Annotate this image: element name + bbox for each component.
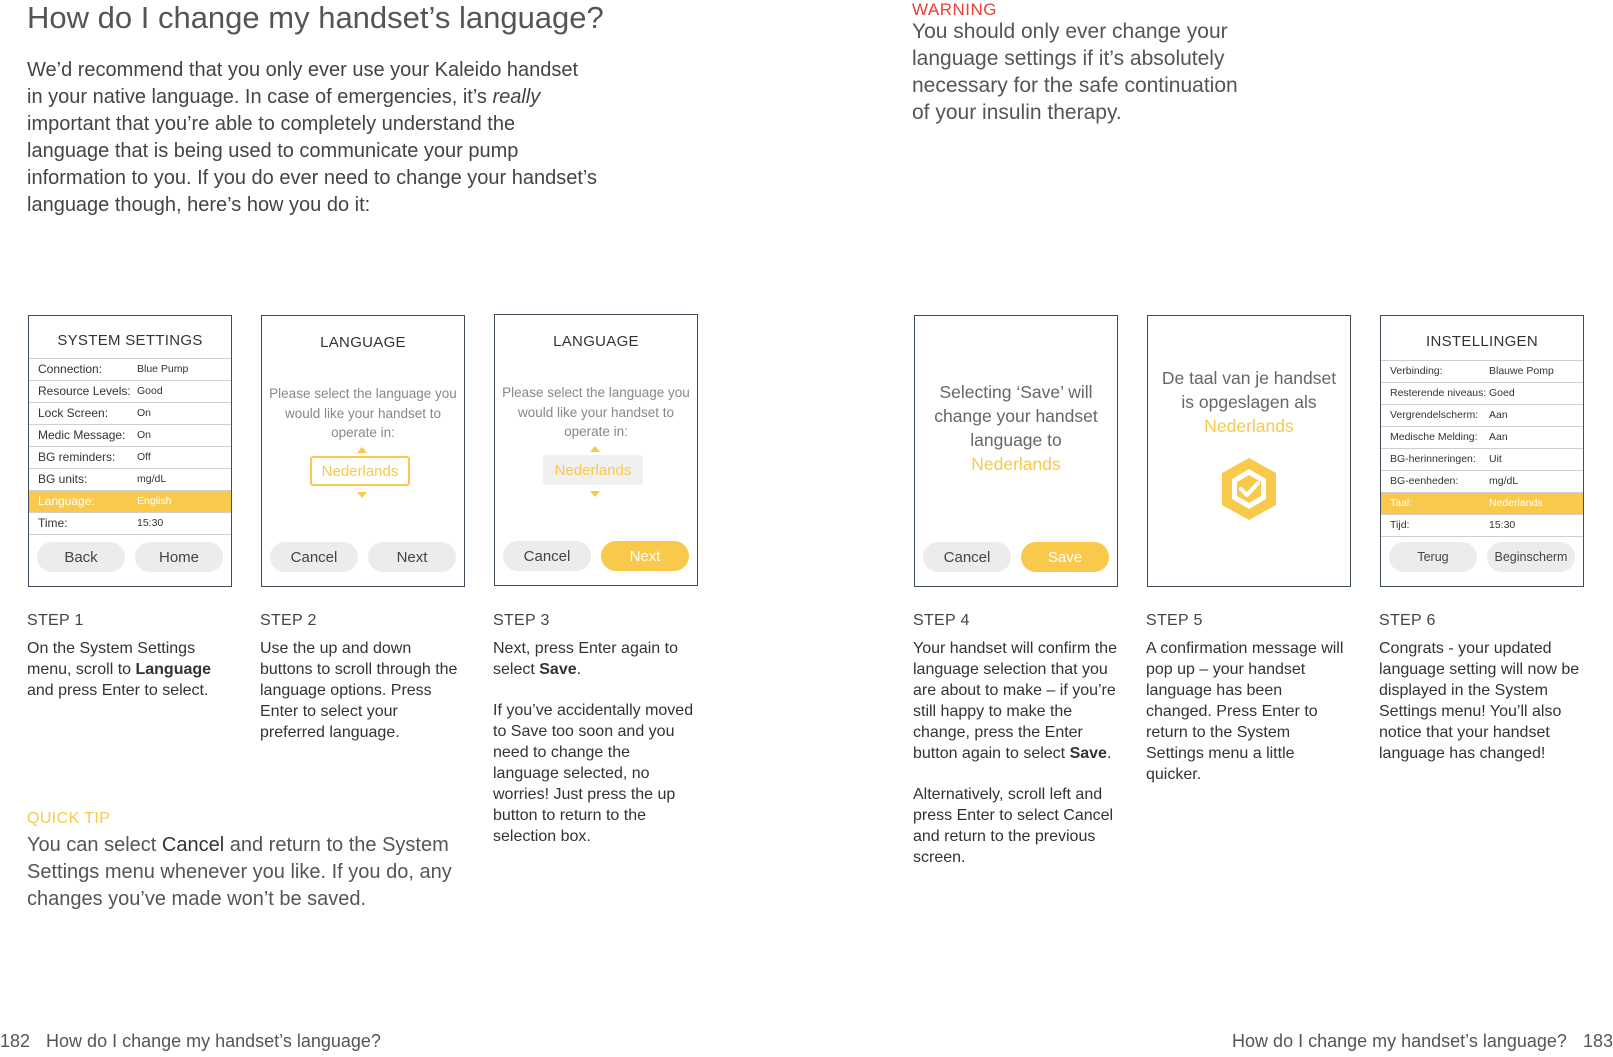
- back-button: Terug: [1389, 542, 1477, 572]
- cancel-button: Cancel: [270, 542, 358, 572]
- step-text: Congrats - your updated language setting will now be displayed in the System Settings menu! You’ll also notice that your handset language has changed!: [1379, 640, 1580, 762]
- screen-instellingen: [1380, 315, 1584, 587]
- cancel-button: Cancel: [923, 542, 1011, 572]
- cancel-button: Cancel: [503, 541, 591, 571]
- next-button-highlighted: Next: [601, 541, 689, 571]
- screen-title: SYSTEM SETTINGS: [57, 332, 203, 349]
- saved-message: De taal van je handset is opgeslagen als Nederlands: [1161, 368, 1337, 436]
- screen-language-select: [261, 315, 465, 587]
- footer-right: [1232, 1031, 1613, 1052]
- settings-row: Medische Melding: Aan: [1381, 427, 1583, 449]
- arrow-up-icon: [357, 447, 367, 453]
- step-heading: STEP 1: [27, 612, 84, 629]
- language-selection-box: Nederlands: [310, 456, 410, 486]
- settings-row: Connection: Blue Pump: [29, 359, 231, 381]
- settings-row: Lock Screen: On: [29, 403, 231, 425]
- step-text: A confirmation message will pop up – your handset language has been changed. Press Enter to return to the System Settings menu a little quicker.: [1146, 640, 1344, 783]
- settings-row: Vergrendelscherm: Aan: [1381, 405, 1583, 427]
- step-heading: STEP 4: [913, 612, 970, 629]
- language-prompt: Please select the language you would like your handset to operate in:: [269, 386, 457, 440]
- step-text: On the System Settings menu, scroll to Language and press Enter to select.: [27, 640, 212, 699]
- settings-list: [29, 358, 231, 535]
- page-title: How do I change my handset’s language?: [27, 0, 604, 35]
- next-button: Next: [368, 542, 456, 572]
- settings-row-selected: Taal: Nederlands: [1381, 493, 1583, 515]
- arrow-down-icon: [357, 492, 367, 498]
- settings-list: [1381, 360, 1583, 537]
- arrow-down-icon: [590, 491, 600, 497]
- quick-tip-label: QUICK TIP: [27, 810, 111, 827]
- confirm-message: Selecting ‘Save’ will change your handset language to Nederlands: [934, 382, 1098, 474]
- check-shield-icon: [1219, 456, 1279, 522]
- step-heading: STEP 3: [493, 612, 550, 629]
- screen-system-settings: [28, 315, 232, 587]
- footer-title: How do I change my handset’s language?: [46, 1031, 381, 1051]
- warning-text: You should only ever change your language settings if it’s absolutely necessary for the safe continuation of your insulin therapy.: [912, 20, 1238, 124]
- footer-title: How do I change my handset’s language?: [1232, 1031, 1567, 1051]
- settings-row: BG-eenheden: mg/dL: [1381, 471, 1583, 493]
- footer-left: [0, 1031, 381, 1052]
- step-text: Use the up and down buttons to scroll through the language options. Press Enter to select your preferred language.: [260, 640, 458, 741]
- warning-label: WARNING: [912, 0, 998, 19]
- screen-language-next: [494, 314, 698, 586]
- settings-row: Time: 15:30: [29, 513, 231, 535]
- language-prompt: Please select the language you would like your handset to operate in:: [502, 385, 690, 439]
- screen-title: LANGUAGE: [320, 334, 406, 351]
- intro-paragraph: We’d recommend that you only ever use your Kaleido handset in your native language. In case of emergencies, it’s really important that you’re able to completely understand the language that is being used to communicate your pump information to you. If you do ever need to change your handset’s language though, here’s how you do it:: [27, 59, 597, 216]
- home-button: Beginscherm: [1487, 542, 1575, 572]
- screen-title: INSTELLINGEN: [1426, 333, 1538, 350]
- step-heading: STEP 6: [1379, 612, 1436, 629]
- home-button: Home: [135, 542, 223, 572]
- step-heading: STEP 5: [1146, 612, 1203, 629]
- screen-title: LANGUAGE: [553, 333, 639, 350]
- step-text: Your handset will confirm the language selection that you are about to make – if you’re still happy to make the change, press the Enter button again to select Save. Alternatively, scroll left and press Enter to select Cancel and return to the previous screen.: [913, 640, 1117, 866]
- screen-confirm-save: [914, 315, 1118, 587]
- screen-saved-confirmation: [1147, 315, 1351, 587]
- step-text: Next, press Enter again to select Save. If you’ve accidentally moved to Save too soon and you need to change the language selected, no worries! Just press the up button to return to the selection box.: [493, 640, 694, 845]
- settings-row: BG-herinneringen: Uit: [1381, 449, 1583, 471]
- settings-row: BG units: mg/dL: [29, 469, 231, 491]
- settings-row: Resterende niveaus: Goed: [1381, 383, 1583, 405]
- settings-row: Verbinding: Blauwe Pomp: [1381, 361, 1583, 383]
- settings-row: Resource Levels: Good: [29, 381, 231, 403]
- step-heading: STEP 2: [260, 612, 317, 629]
- settings-row: Medic Message: On: [29, 425, 231, 447]
- arrow-up-icon: [590, 446, 600, 452]
- settings-row-selected: Language: English: [29, 491, 231, 513]
- settings-row: Tijd: 15:30: [1381, 515, 1583, 537]
- language-selection-box: Nederlands: [543, 455, 643, 485]
- back-button: Back: [37, 542, 125, 572]
- quick-tip-text: You can select Cancel and return to the System Settings menu whenever you like. If you do, any changes you’ve made won’t be saved.: [27, 834, 452, 910]
- page-number: 183: [1582, 1031, 1613, 1051]
- settings-row: BG reminders: Off: [29, 447, 231, 469]
- save-button: Save: [1021, 542, 1109, 572]
- page-number: 182: [0, 1031, 31, 1051]
